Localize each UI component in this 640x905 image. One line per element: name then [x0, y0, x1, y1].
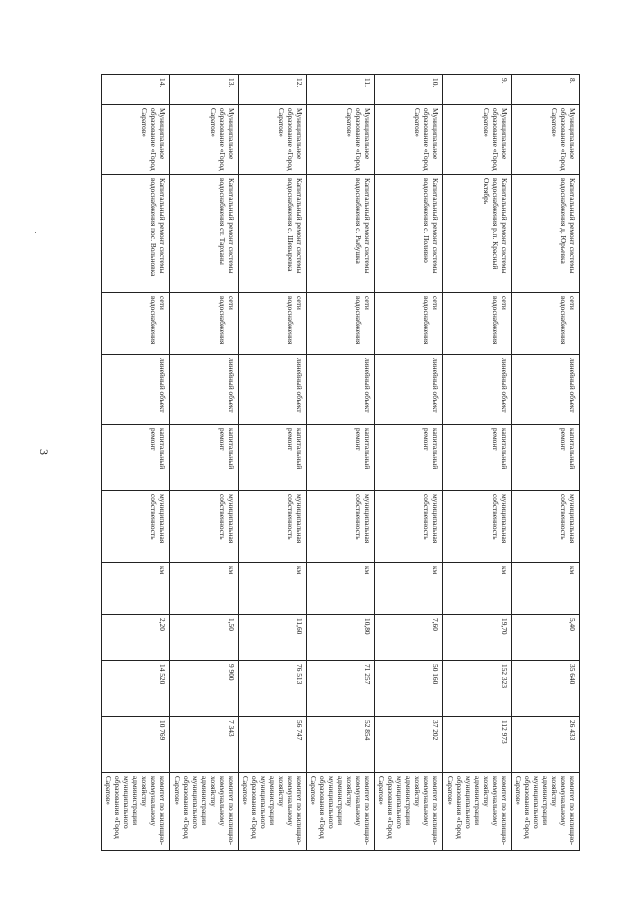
ownership-cell: муниципальная собственность [238, 491, 306, 563]
table-row [511, 75, 579, 851]
work-type-cell: капитальный ремонт [170, 425, 238, 491]
network-type-cell: сети водоснабжения [102, 293, 170, 355]
executor-cell: комитет по жилищно-коммунальному хозяйству администрации муниципального образования «Город Саратов» [102, 773, 170, 851]
object-type-cell: линейный объект [443, 355, 511, 425]
work-type-cell: капитальный ремонт [443, 425, 511, 491]
object-type-cell: линейный объект [511, 355, 579, 425]
cost-total-cell: 152 323 [443, 661, 511, 717]
work-type-cell: капитальный ремонт [306, 425, 374, 491]
row-number: 10. [375, 75, 443, 105]
network-type-cell: сети водоснабжения [443, 293, 511, 355]
object-name-cell: Капитальный ремонт системы водоснабжения с. Рыбушка [306, 175, 374, 293]
unit-cell: км [102, 563, 170, 615]
length-cell: 10,80 [306, 615, 374, 661]
row-number: 12. [238, 75, 306, 105]
municipality-cell: Муниципальное образование «Город Саратов» [238, 105, 306, 175]
row-number: 8. [511, 75, 579, 105]
work-type-cell: капитальный ремонт [102, 425, 170, 491]
object-name-cell: Капитальный ремонт системы водоснабжения с. Шевыревка [238, 175, 306, 293]
municipality-cell: Муниципальное образование «Город Саратов» [443, 105, 511, 175]
cost-second-cell: 56 747 [238, 717, 306, 773]
table-row [306, 75, 374, 851]
executor-cell: комитет по жилищно-коммунальному хозяйству администрации муниципального образования «Город Саратов» [375, 773, 443, 851]
object-name-cell: Капитальный ремонт системы водоснабжения д. Юрьевка [511, 175, 579, 293]
object-type-cell: линейный объект [375, 355, 443, 425]
object-type-cell: линейный объект [102, 355, 170, 425]
length-cell: 19,70 [443, 615, 511, 661]
cost-second-cell: 26 433 [511, 717, 579, 773]
length-cell: 11,60 [238, 615, 306, 661]
cost-total-cell: 76 513 [238, 661, 306, 717]
table-row [238, 75, 306, 851]
row-number: 11. [306, 75, 374, 105]
ownership-cell: муниципальная собственность [170, 491, 238, 563]
municipality-cell: Муниципальное образование «Город Саратов» [375, 105, 443, 175]
cost-second-cell: 112 973 [443, 717, 511, 773]
cost-total-cell: 35 640 [511, 661, 579, 717]
unit-cell: км [170, 563, 238, 615]
table-row [375, 75, 443, 851]
object-type-cell: линейный объект [170, 355, 238, 425]
executor-cell: комитет по жилищно-коммунальному хозяйству администрации муниципального образования «Город Саратов» [238, 773, 306, 851]
object-name-cell: Капитальный ремонт системы водоснабжения ст. Тарханы [170, 175, 238, 293]
object-type-cell: линейный объект [238, 355, 306, 425]
unit-cell: км [306, 563, 374, 615]
object-name-cell: Капитальный ремонт системы водоснабжения пос. Вольновка [102, 175, 170, 293]
row-number: 13. [170, 75, 238, 105]
cost-second-cell: 7 343 [170, 717, 238, 773]
length-cell: 5,40 [511, 615, 579, 661]
unit-cell: км [238, 563, 306, 615]
work-type-cell: капитальный ремонт [238, 425, 306, 491]
municipality-cell: Муниципальное образование «Город Саратов» [170, 105, 238, 175]
unit-cell: км [511, 563, 579, 615]
page-number: 3 [37, 449, 51, 455]
scan-speck [35, 232, 36, 233]
network-type-cell: сети водоснабжения [375, 293, 443, 355]
ownership-cell: муниципальная собственность [375, 491, 443, 563]
cost-second-cell: 52 854 [306, 717, 374, 773]
cost-second-cell: 37 202 [375, 717, 443, 773]
executor-cell: комитет по жилищно-коммунальному хозяйству администрации муниципального образования «Город Саратов» [306, 773, 374, 851]
cost-total-cell: 50 160 [375, 661, 443, 717]
length-cell: 1,50 [170, 615, 238, 661]
table-row [102, 75, 170, 851]
municipality-cell: Муниципальное образование «Город Саратов» [102, 105, 170, 175]
object-name-cell: Капитальный ремонт системы водоснабжения р.п. Красный Октябрь [443, 175, 511, 293]
executor-cell: комитет по жилищно-коммунальному хозяйству администрации муниципального образования «Город Саратов» [511, 773, 579, 851]
work-type-cell: капитальный ремонт [511, 425, 579, 491]
municipality-cell: Муниципальное образование «Город Саратов» [306, 105, 374, 175]
object-type-cell: линейный объект [306, 355, 374, 425]
works-table [101, 74, 580, 851]
network-type-cell: сети водоснабжения [306, 293, 374, 355]
unit-cell: км [375, 563, 443, 615]
ownership-cell: муниципальная собственность [306, 491, 374, 563]
ownership-cell: муниципальная собственность [102, 491, 170, 563]
cost-total-cell: 14 520 [102, 661, 170, 717]
table-row [443, 75, 511, 851]
cost-second-cell: 10 769 [102, 717, 170, 773]
row-number: 14. [102, 75, 170, 105]
rotated-table-sheet [101, 74, 580, 850]
row-number: 9. [443, 75, 511, 105]
cost-total-cell: 71 257 [306, 661, 374, 717]
ownership-cell: муниципальная собственность [443, 491, 511, 563]
length-cell: 2,20 [102, 615, 170, 661]
executor-cell: комитет по жилищно-коммунальному хозяйству администрации муниципального образования «Город Саратов» [170, 773, 238, 851]
network-type-cell: сети водоснабжения [170, 293, 238, 355]
work-type-cell: капитальный ремонт [375, 425, 443, 491]
object-name-cell: Капитальный ремонт системы водоснабжения с. Поливно [375, 175, 443, 293]
table-row [170, 75, 238, 851]
network-type-cell: сети водоснабжения [238, 293, 306, 355]
cost-total-cell: 9 900 [170, 661, 238, 717]
unit-cell: км [443, 563, 511, 615]
network-type-cell: сети водоснабжения [511, 293, 579, 355]
municipality-cell: Муниципальное образование «Город Саратов» [511, 105, 579, 175]
executor-cell: комитет по жилищно-коммунальному хозяйству администрации муниципального образования «Город Саратов» [443, 773, 511, 851]
ownership-cell: муниципальная собственность [511, 491, 579, 563]
length-cell: 7,60 [375, 615, 443, 661]
